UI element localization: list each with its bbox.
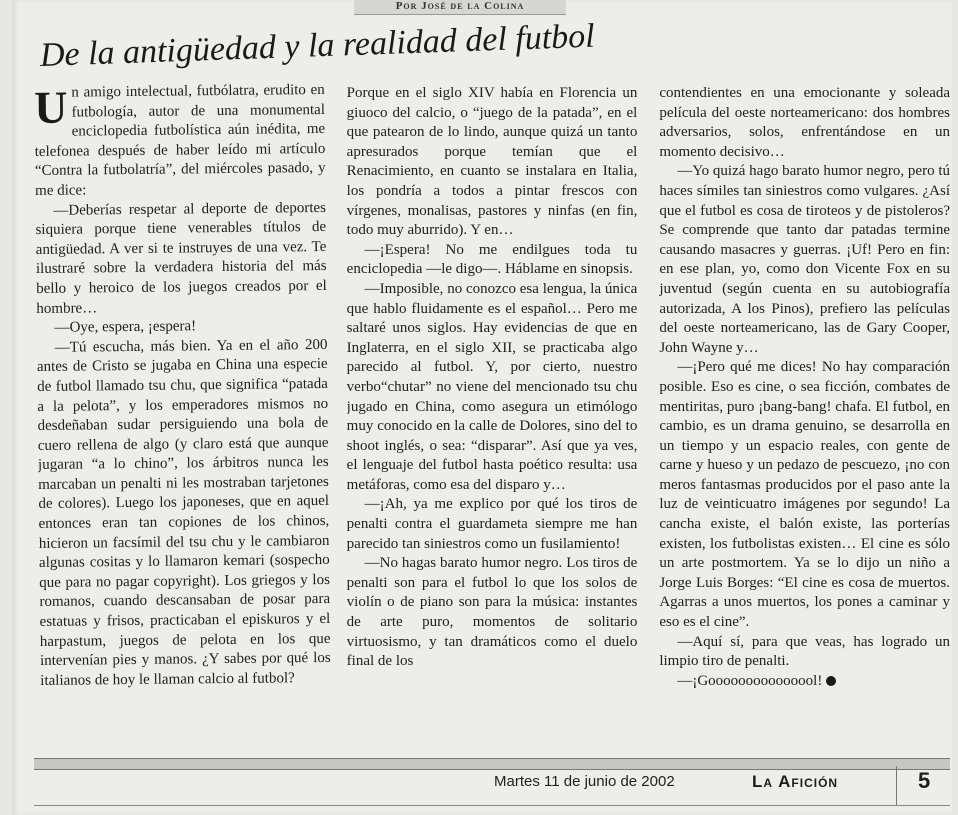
drop-cap: U [34,81,68,133]
article-body [34,81,951,746]
paragraph: —¡Ah, ya me explico por qué los tiros de penalti contra el guardameta siempre me han parecido tan siniestros como un fusilamiento! [346,496,638,552]
column-3 [659,84,950,746]
paragraph: —Deberías respetar al deporte de deportes siquiera porque tiene venerables títulos de antigüedad. A ver si te instruyes de una vez. Te ilustraré sobre la verdadera historia del más bello y heroico de los juegos creados por el hombre… [35,199,327,317]
byline: Por José de la Colina [354,0,566,15]
paragraph: n amigo intelectual, futbólatra, erudito en futbología, autor de una monumental enciclopedia futbolística aún inédita, me telefonea después de haber leído mi artículo “Contra la futbolatría”, del miércoles pasado, y me dice: [34,81,326,199]
paragraph: —No hagas barato humor negro. Los tiros de penalti son para el futbol lo que los solos de violín o de piano son para la música: instantes de arte puro, momentos de solitario virtuosismo, y tan dramáticos como el duelo final de los [346,555,638,670]
paragraph: —¡Pero qué me dices! No hay comparación posible. Eso es cine, o sea ficción, combates de mentiritas, puro ¡bang-bang! chafa. El futbol, en cambio, es un drama genuino, se desarrolla en un tiempo y un espacio reales, con gente de carne y hueso y un pedazo de pescuezo, ¡no con meros fantasmas producidos por el paso ante la luz de veinticuatro imágenes por segundo! La cancha existe, el balón existe, las porterías existen, los futbolistas existen… El cine es sólo un arte postmortem. Ya se lo dijo un niño a Jorge Luis Borges: “El cine es cosa de muertos. Agarras a unos muertos, los pones a caminar y eso es el cine”. [659,359,951,631]
paragraph: —Aquí sí, para que veas, has logrado un limpio tiro de penalti. [659,633,951,670]
paragraph-final [659,672,950,692]
paragraph: contendientes en una emocionante y soleada película del oeste norteamericano: dos hombres adversarios, solos, enfrentándose en un momento decisivo… [659,85,951,160]
paragraph: —Oye, espera, ¡espera! [54,318,197,336]
article-title: De la antigüedad y la realidad del futbol [39,17,596,74]
footer-rule [34,758,950,770]
end-mark-icon [826,676,836,686]
footer-bottom-rule [34,805,950,806]
paragraph: —¡Espera! No me endilgues toda tu enciclopedia —le digo—. Háblame en sinopsis. [346,241,638,278]
column-2 [347,84,638,746]
paragraph: —Imposible, no conozco esa lengua, la única que hablo fluidamente es el español… Pero me saltaré unos siglos. Hay evidencias de que en Inglaterra, en el siglo XII, se practicaba algo parecido al futbol. Y, por cierto, nuestro verbo“chutar” no viene del mencionado tsu chu jugado en China, como asegura un etimólogo muy conocido en la calle de Dolores, sino del to shoot inglés, o sea: “disparar”. Así que ya ves, el lenguaje del futbol hasta poético resulta: usa metáforas, como esa del disparo y… [346,280,638,493]
footer-divider [896,766,897,806]
publication-name: La Afición [752,772,839,791]
paragraph: —Yo quizá hago barato humor negro, pero tú haces símiles tan siniestros como vulgares. ¿Así que el futbol es cosa de tiroteos y de pistoleros? Se comprende que tanto dar patadas termine causando masacres y guerras. ¡Uf! Pero en fin: en ese plan, yo, como don Vicente Fox en su juventud (según cuenta en su autobiografía autorizada, A los Pinos), prefiero las películas del oeste norteamericano, las de Gary Cooper, John Wayne y… [659,163,951,356]
column-1 [34,81,332,746]
newspaper-page [12,0,952,815]
paragraph: Porque en el siglo XIV había en Florencia un giuoco del calcio, o “juego de la patada”, en el que patearon de lo lindo, aunque quizá un tanto apresurados porque temían que el Renacimiento, en cuanto se instalara en Italia, los pondría a todos a pintar frescos con vírgenes, monalisas, pastores y ninfas (en fin, todo muy aburrido). Y en… [346,85,638,239]
paragraph: —Tú escucha, más bien. Ya en el año 200 antes de Cristo se jugaba en China una especie de futbol llamado tsu chu, que significa “patada a la pelota”, y los emperadores mismos no desdeñaban sudar persiguiendo una bola de cuero rellena de algo (y claro está que aunque jugaran “a lo chino”, los árbitros nunca les marcaban un penalti ni les mostraban tarjetones de colores). Luego los japoneses, que en aquel entonces eran tan copiones de los chinos, hicieron un facsímil del tsu chu y le cambiaron algunas cositas y lo llamaron kemari (sospecho que para no pagar copyright). Los griegos y los romanos, cuando descansaban de posar para estatuas y frisos, practicaban el episkuros y el harpastum, juegos de pelota en los que intervenían pies y manos. ¿Y sabes por qué los italianos de hoy le llaman calcio al futbol? [36,336,331,689]
closing-line: —¡Gooooooooooooool! [677,672,823,689]
page-number: 5 [918,768,931,793]
issue-date: Martes 11 de junio de 2002 [494,773,675,790]
